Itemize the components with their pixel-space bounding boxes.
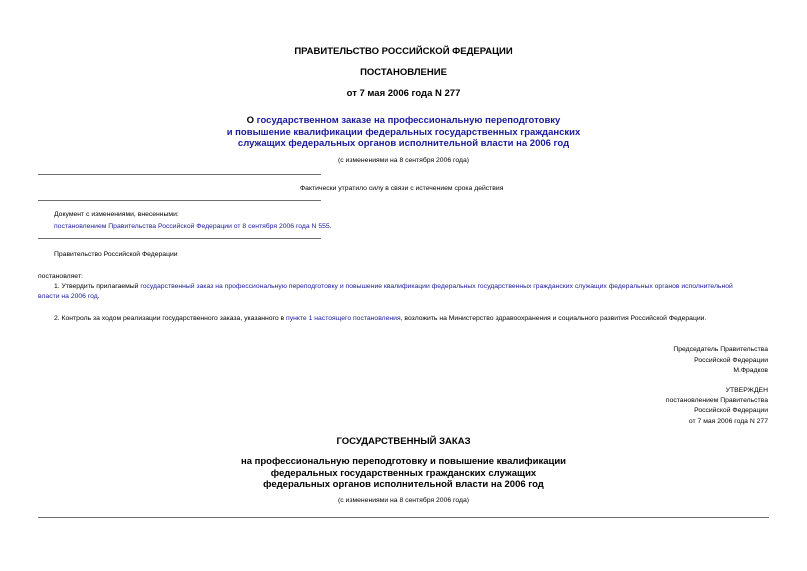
- title-prefix: О: [246, 115, 257, 126]
- title-link-line-3[interactable]: служащих федеральных органов исполнительной власти на 2006 год: [237, 138, 570, 149]
- divider: [38, 174, 321, 175]
- p2-link[interactable]: пункте 1 настоящего постановления: [286, 315, 401, 322]
- paragraph-2: [54, 314, 706, 324]
- government-heading: ПРАВИТЕЛЬСТВО РОССИЙСКОЙ ФЕДЕРАЦИИ: [294, 46, 513, 57]
- p1-link-a[interactable]: государственный заказ на профессиональную переподготовку и повышение квалификации федеральных государственных гражданских служащих федеральных органов исполнительной: [140, 283, 733, 290]
- signature-country: Российской Федерации: [694, 356, 768, 364]
- amendments-intro: Документ с изменениями, внесенными:: [54, 211, 179, 218]
- amendment-link[interactable]: постановлением Правительства Российской Федерации от 8 сентября 2006 года N 555: [54, 223, 330, 230]
- p1-link-b[interactable]: власти на 2006 год: [38, 292, 98, 300]
- approved-country: Российской Федерации: [694, 407, 768, 415]
- amendment-tail: .: [329, 223, 332, 230]
- p1-end: .: [97, 292, 100, 300]
- p2-end: , возложить на Министерство здравоохранения и социального развития Российской Федерации.: [400, 315, 707, 322]
- appendix-changes-note: (с изменениями на 8 сентября 2006 года): [338, 497, 469, 504]
- divider: [38, 517, 769, 518]
- appendix-subtitle: [0, 456, 807, 491]
- signature-title: Председатель Правительства: [673, 346, 768, 353]
- resolves-line: постановляет:: [38, 273, 83, 280]
- title-line-1: [0, 115, 807, 127]
- divider: [38, 200, 321, 201]
- status-note: Фактически утратило силу в связи с истечением срока действия: [300, 185, 504, 192]
- approved-block: [568, 386, 768, 427]
- approved-label: УТВЕРЖДЕН: [725, 387, 768, 394]
- signature-block: [568, 345, 768, 377]
- p1-start: 1. Утвердить прилагаемый: [54, 283, 141, 290]
- appendix-subtitle-line-1: на профессиональную переподготовку и повышение квалификации: [240, 456, 567, 467]
- appendix-subtitle-line-2: федеральных государственных гражданских служащих: [270, 467, 537, 479]
- approved-by: постановлением Правительства: [665, 397, 768, 405]
- document-type: ПОСТАНОВЛЕНИЕ: [360, 67, 447, 78]
- paragraph-1: [38, 282, 773, 301]
- document-date: от 7 мая 2006 года N 277: [346, 88, 461, 99]
- title-link-line-2[interactable]: и повышение квалификации федеральных государственных гражданских: [226, 126, 581, 138]
- appendix-subtitle-line-3: федеральных органов исполнительной власти на 2006 год: [263, 479, 544, 490]
- title-link-line-1[interactable]: государственном заказе на профессиональную переподготовку: [256, 115, 561, 126]
- paragraph-1-line-2: [38, 292, 773, 302]
- changes-note: (с изменениями на 8 сентября 2006 года): [338, 157, 469, 164]
- approved-date: от 7 мая 2006 года N 277: [688, 417, 768, 425]
- paragraph-1-line-1: [38, 282, 773, 292]
- appendix-title: ГОСУДАРСТВЕННЫЙ ЗАКАЗ: [336, 436, 471, 447]
- p2-start: 2. Контроль за ходом реализации государственного заказа, указанного в: [54, 315, 287, 322]
- signature-name: М.Фрадков: [733, 367, 768, 374]
- divider: [38, 238, 321, 239]
- document-title: [0, 115, 807, 150]
- amendments-line: [54, 223, 332, 230]
- authority-line: Правительство Российской Федерации: [54, 251, 178, 258]
